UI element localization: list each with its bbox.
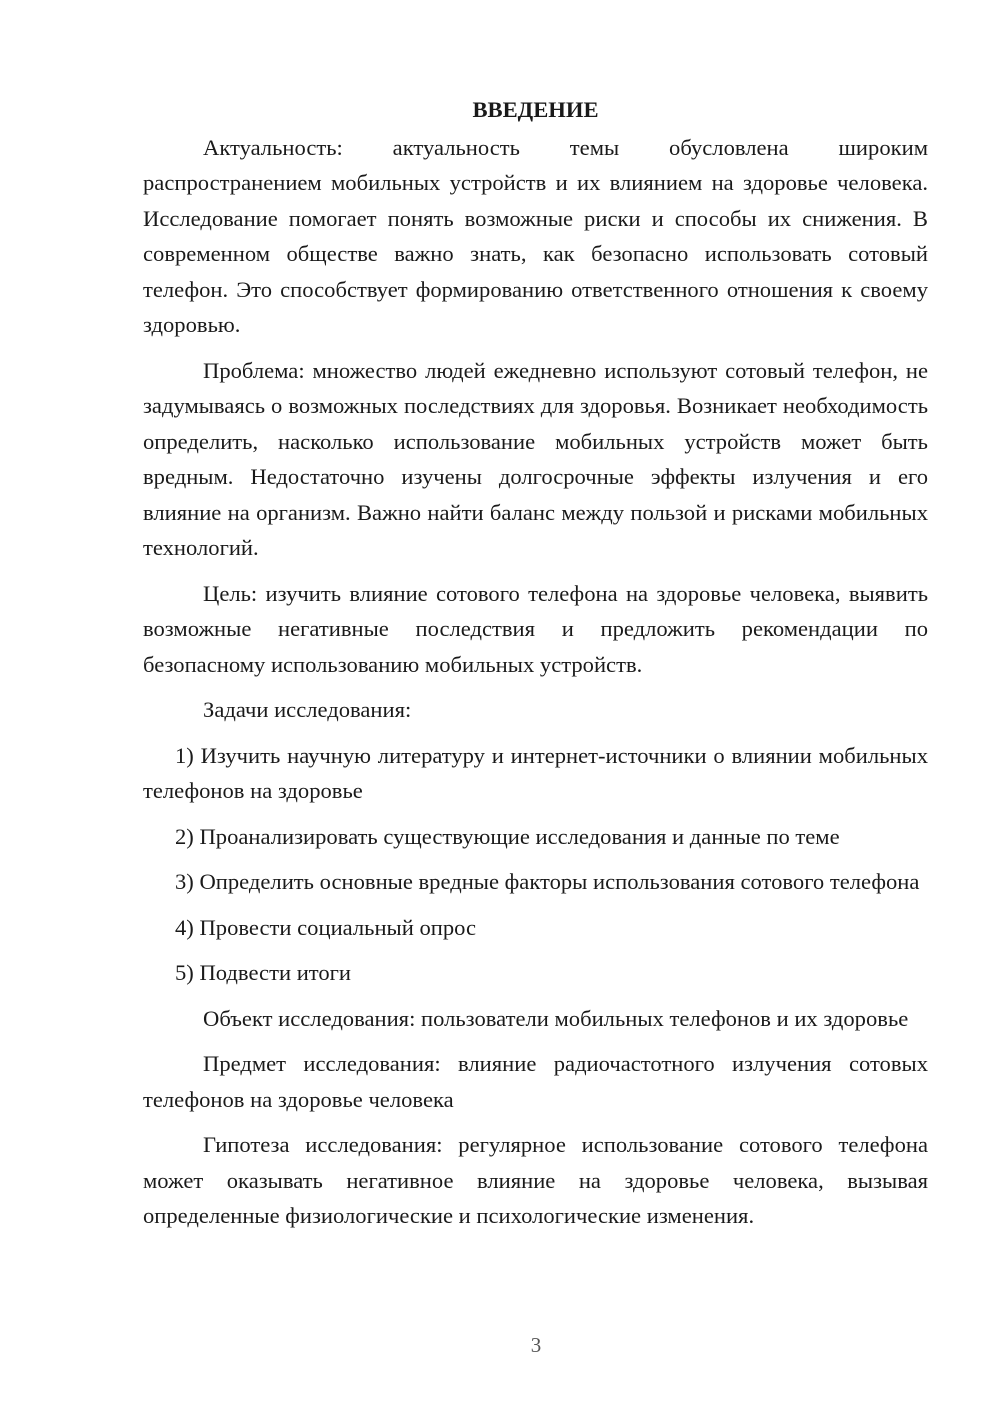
task-item-2: 2) Проанализировать существующие исследования и данные по теме: [175, 823, 840, 849]
task-item-3: 3) Определить основные вредные факторы использования сотового телефона: [175, 869, 920, 894]
task-item-5: 5) Подвести итоги: [175, 960, 352, 985]
task-item-4: 4) Провести социальный опрос: [175, 914, 477, 940]
paragraph-goal: Цель: изучить влияние сотового телефона на здоровье человека, выявить возможные негативные последствия и предложить рекомендации по безопасному использованию мобильных устройств.: [143, 580, 928, 677]
paragraph-relevance: Актуальность: актуальность темы обусловлена широким распространением мобильных устройств и их влиянием на здоровье человека. Исследование помогает понять возможные риски и способы их снижения. В современном обществе важно знать, как безопасно использовать сотовый телефон. Это способствует формированию ответственного отношения к своему здоровью.: [143, 134, 928, 337]
document-body: [143, 92, 928, 1244]
paragraph-problem: Проблема: множество людей ежедневно используют сотовый телефон, не задумываясь о возможных последствиях для здоровья. Возникает необходимость определить, насколько использование мобильных устройств может быть вредным. Недостаточно изучены долгосрочные эффекты излучения и его влияние на организм. Важно найти баланс между пользой и рисками мобильных технологий.: [143, 357, 928, 560]
paragraph-tasks-heading: Задачи исследования:: [203, 697, 412, 722]
task-item-1: 1) Изучить научную литературу и интернет-источники о влиянии мобильных телефонов на здоровье: [143, 742, 928, 803]
section-title: ВВЕДЕНИЕ: [472, 97, 599, 122]
paragraph-subject: Предмет исследования: влияние радиочастотного излучения сотовых телефонов на здоровье человека: [143, 1051, 928, 1112]
paragraph-hypothesis: Гипотеза исследования: регулярное использование сотового телефона может оказывать негативное влияние на здоровье человека, вызывая определенные физиологические и психологические изменения.: [143, 1132, 928, 1228]
paragraph-object: Объект исследования: пользователи мобильных телефонов и их здоровье: [203, 1005, 909, 1031]
page-number: 3: [530, 1333, 542, 1357]
